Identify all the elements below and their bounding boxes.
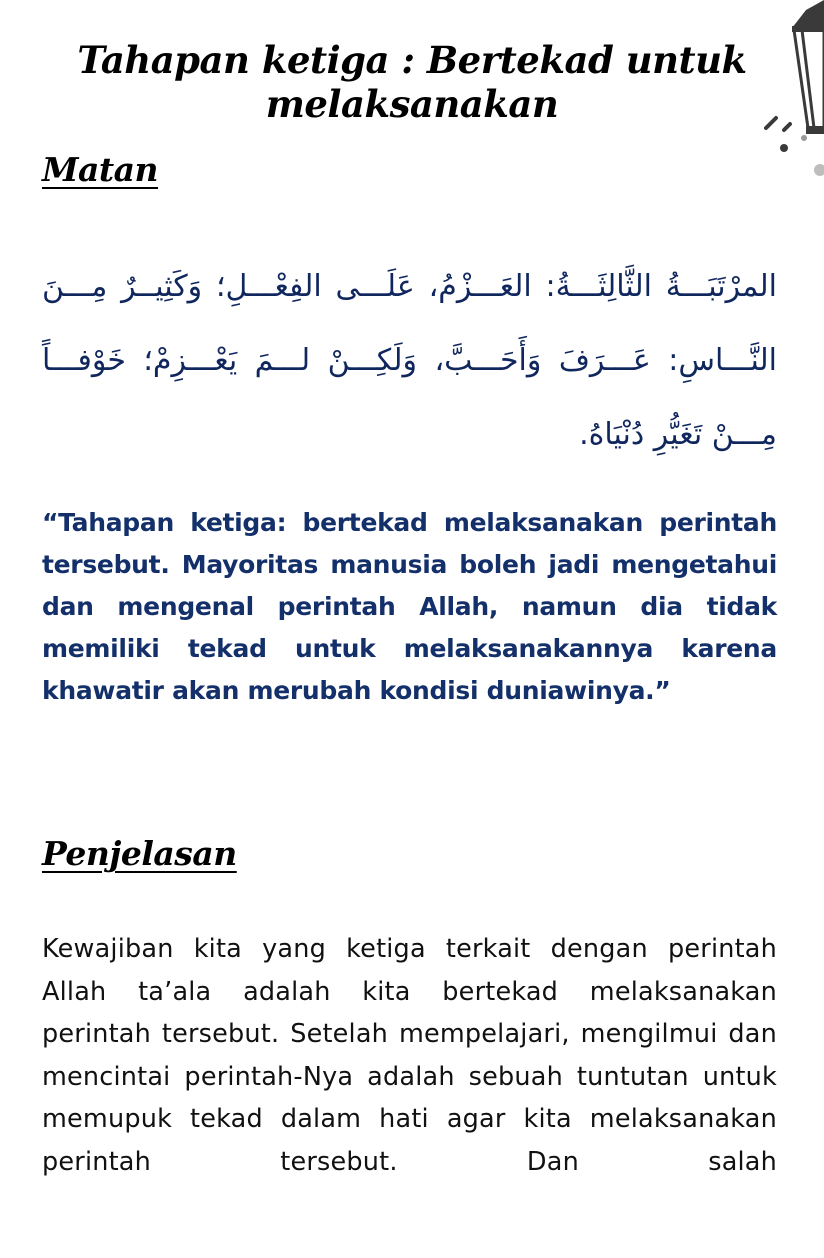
matan-heading: Matan xyxy=(42,150,159,189)
penjelasan-heading: Penjelasan xyxy=(42,834,237,873)
arabic-matan-text: المرْتَبَـــةُ الثَّالِثَـــةُ: العَـــزْمُ، عَلَـــى الفِعْـــلِ؛ وَكَثِيــرٌ مِـــنَ النَّـــاسِ: عَـــرَفَ وَأَحَـــبَّ، وَلَكِـــنْ لـــمَ يَعْـــزِمْ؛ خَوْفـــاً مِـــنْ تَغَيُّرِ دُنْيَاهُ. xyxy=(42,269,777,452)
matan-translation: “Tahapan ketiga: bertekad melaksanakan perintah tersebut. Mayoritas manusia boleh jadi mengetahui dan mengenal perintah Allah, namun dia tidak memiliki tekad untuk melaksanakannya karena khawatir akan merubah kondisi duniawinya.” xyxy=(42,508,777,705)
penjelasan-body: Kewajiban kita yang ketiga terkait dengan perintah Allah ta’ala adalah kita bertekad melaksanakan perintah tersebut. Setelah mempelajari, mengilmui dan mencintai perintah-Nya adalah sebuah tuntutan untuk memupuk tekad dalam hati agar kita melaksanakan perintah tersebut. Dan salah xyxy=(42,934,777,1177)
page-title: Tahapan ketiga : Bertekad untuk melaksanakan xyxy=(77,38,747,126)
